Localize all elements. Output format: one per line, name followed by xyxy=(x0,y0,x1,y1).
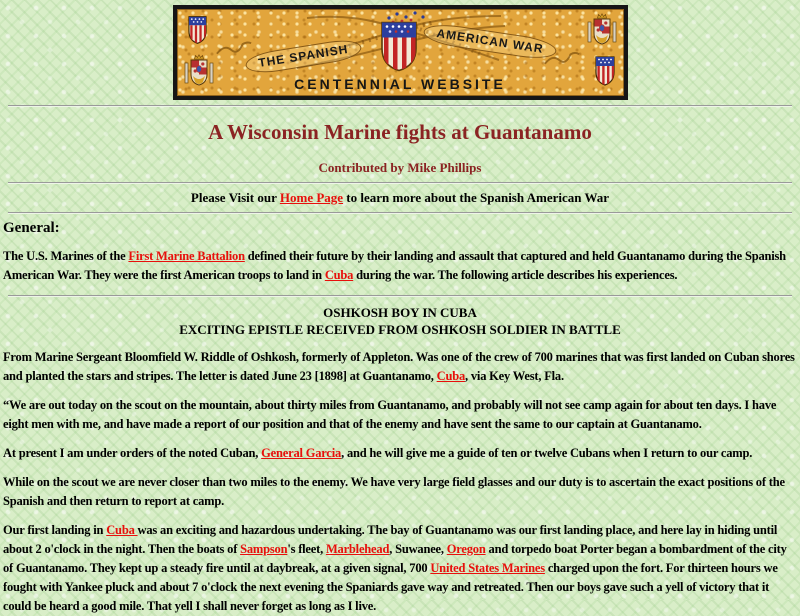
scroll-flourish-icon xyxy=(215,38,253,58)
letter-paragraph: From Marine Sergeant Bloomfield W. Riddle of Oshkosh, formerly of Appleton. Was one of the crew of 700 marines that was first landed on Cuban shores and planted the stars and stripes. The letter is dated June 23 [1898] at Guantanamo, Cuba, via Key West, Fla. xyxy=(3,350,795,383)
intro-paragraph: The U.S. Marines of the First Marine Battalion defined their future by their landing and assault that captured and held Guantanamo during the Spanish American War. They were the first American troops to land in Cuba during the war. The following article describes his experiences. xyxy=(3,249,786,282)
link-first-marine-battalion[interactable]: First Marine Battalion xyxy=(128,249,245,263)
home-page-link[interactable]: Home Page xyxy=(279,190,344,205)
letter-paragraph: “We are out today on the scout on the mountain, about thirty miles from Guantanamo, and probably will not see camp again for about ten days. I have eight men with me, and have made a report of our position and that of the enemy and have sent the same to our captain at Guantanamo. xyxy=(3,398,777,431)
divider xyxy=(8,295,792,297)
general-heading: General: xyxy=(3,220,60,236)
link-united-states-marines[interactable]: United States Marines xyxy=(430,561,545,575)
article-headlines xyxy=(3,304,797,338)
link-general-garcia[interactable]: General Garcia xyxy=(261,446,342,460)
link-cuba[interactable]: Cuba xyxy=(436,369,466,383)
link-oregon[interactable]: Oregon xyxy=(446,542,486,556)
spanish-coat-of-arms-icon xyxy=(585,13,619,50)
visit-suffix: to learn more about the Spanish American War xyxy=(343,190,610,205)
site-banner xyxy=(173,5,628,100)
link-cuba[interactable]: Cuba xyxy=(324,268,354,282)
divider xyxy=(8,212,792,214)
visit-prefix: Please Visit our xyxy=(190,190,280,205)
us-shield-center-icon xyxy=(380,20,418,73)
letter-paragraph: While on the scout we are never closer than two miles to the enemy. We have very large field glasses and our duty is to ascertain the exact positions of the Spanish and then return to report at camp. xyxy=(3,475,785,508)
letter-paragraph: At present I am under orders of the noted Cuban, General Garcia, and he will give me a guide of ten or twelve Cubans when I return to our camp. xyxy=(3,446,753,460)
divider xyxy=(8,105,792,107)
link-marblehead[interactable]: Marblehead xyxy=(325,542,390,556)
link-cuba[interactable]: Cuba xyxy=(106,523,138,537)
headline-line-2: EXCITING EPISTLE RECEIVED FROM OSHKOSH SOLDIER IN BATTLE xyxy=(179,322,621,337)
us-shield-icon xyxy=(188,15,207,45)
visit-home-line xyxy=(3,190,797,206)
banner-ribbon-right: AMERICAN WAR xyxy=(422,21,558,62)
headline-line-1: OSHKOSH BOY IN CUBA xyxy=(323,305,477,320)
letter-paragraph: Our first landing in Cuba was an exciting and hazardous undertaking. The bay of Guantanamo was our first landing place, and here lay in hiding until about 2 o'clock in the night. Then the boats of Sampson's fleet, Marblehead, Suwanee, Oregon and torpedo boat Porter began a bombardment of the city of Guantanamo. They kept up a steady fire until at daybreak, at a given signal, 700 United States Marines charged upon the fort. For thirteen hours we fought with Yankee pluck and about 7 o'clock the next evening the Spaniards gave way and retreated. Then our boys gave such a yell of victory that it could be heard a good mile. That yell I shall never forget as long as I live. xyxy=(3,523,787,613)
banner-caption: CENTENNIAL WEBSITE xyxy=(294,76,506,92)
page-title: A Wisconsin Marine fights at Guantanamo xyxy=(208,120,592,144)
banner-ribbon-left: THE SPANISH xyxy=(244,37,363,76)
contributed-by: Contributed by Mike Phillips xyxy=(318,160,482,175)
divider xyxy=(8,182,792,184)
link-sampson[interactable]: Sampson xyxy=(240,542,288,556)
